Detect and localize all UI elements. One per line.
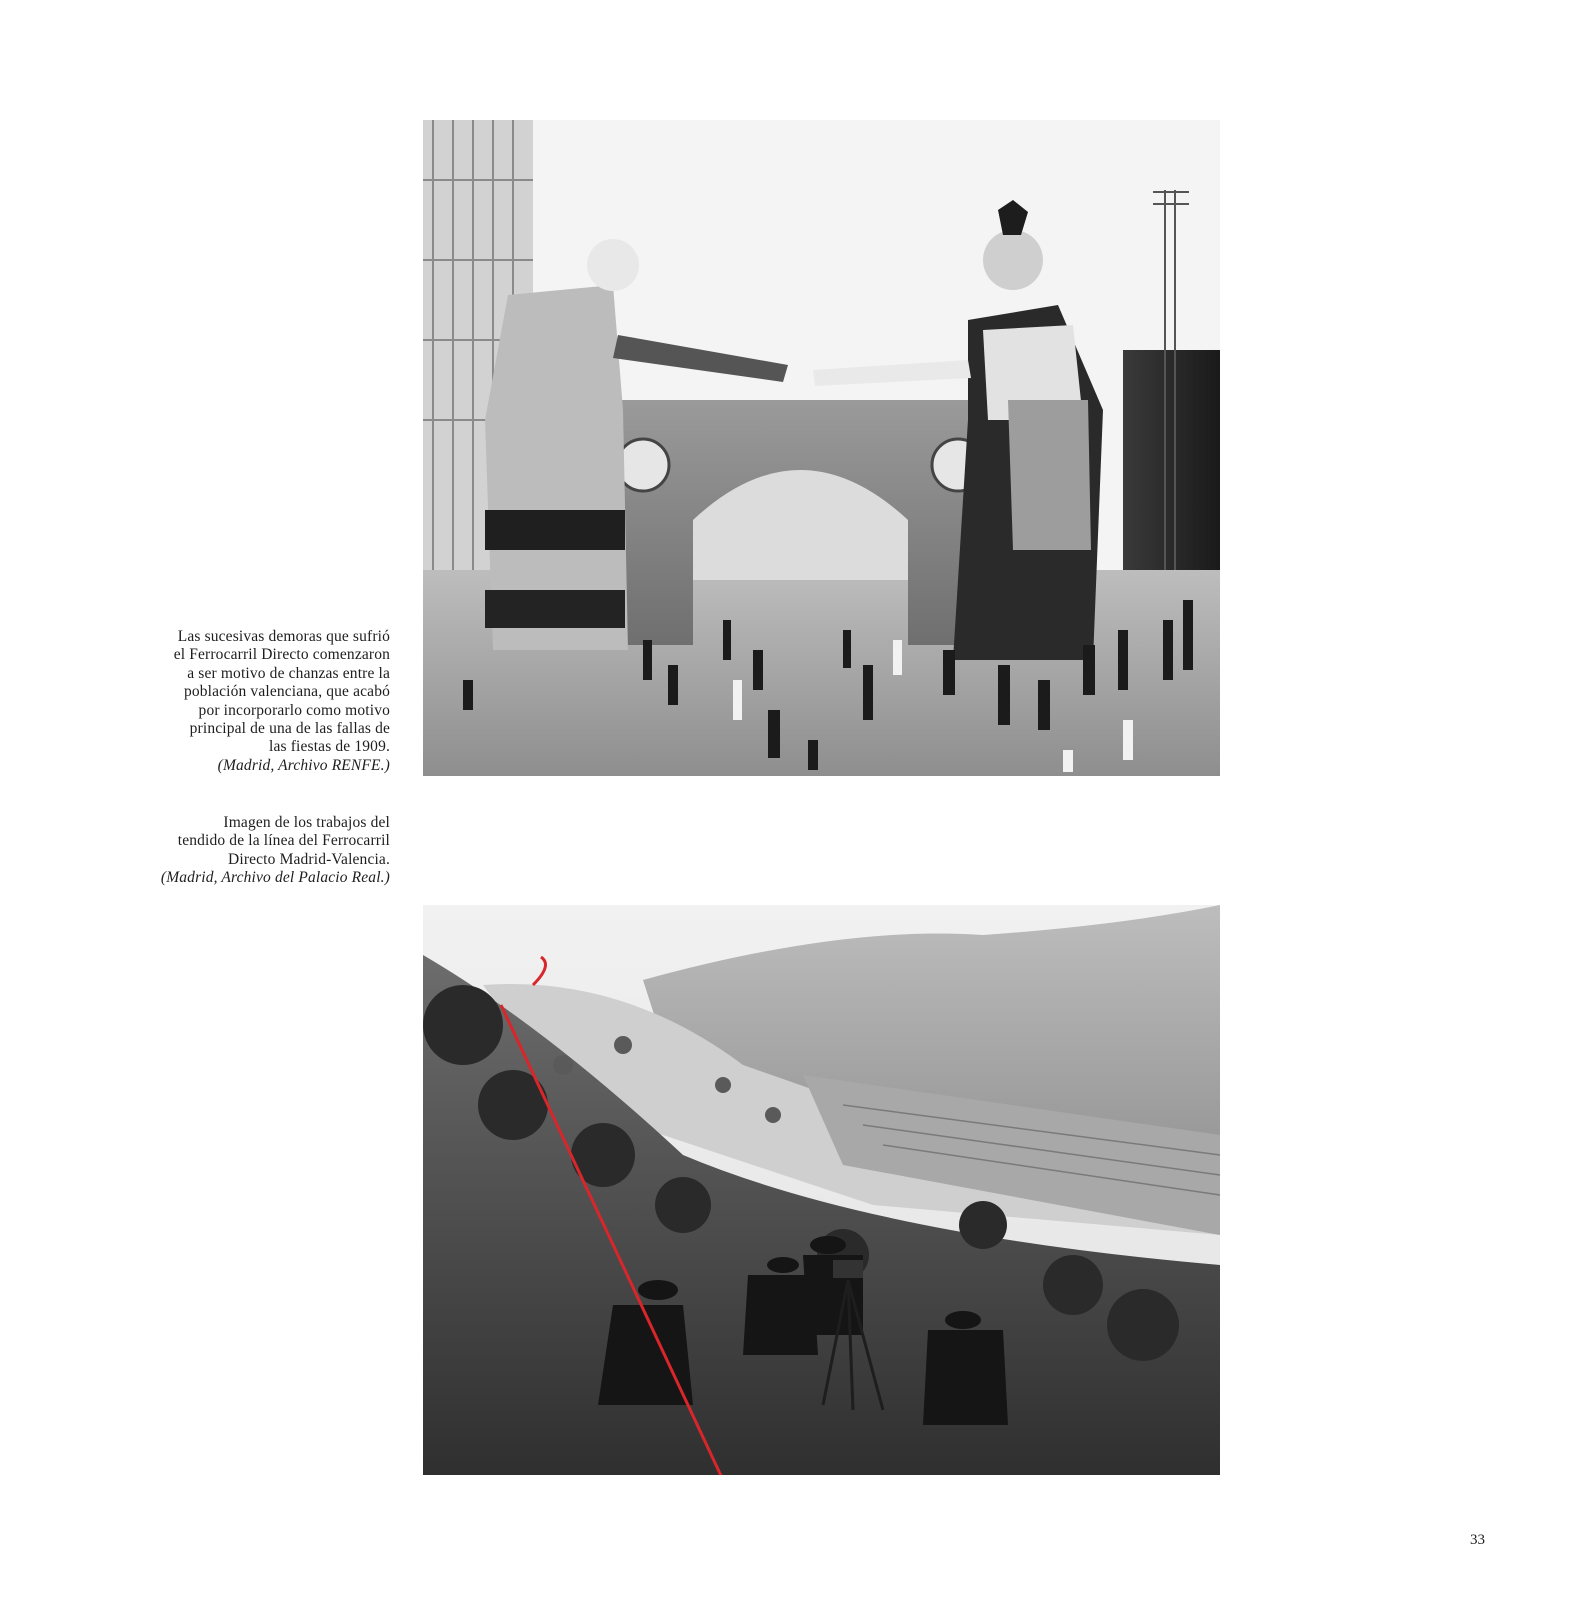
caption-line: tendido de la línea del Ferrocarril	[177, 832, 390, 850]
caption-falla-photo	[140, 628, 390, 775]
caption-line: Directo Madrid-Valencia.	[228, 850, 390, 868]
caption-line: Las sucesivas demoras que sufrió	[177, 628, 390, 645]
caption-line: las fiestas de 1909.	[269, 738, 390, 756]
page-number: 33	[1470, 1532, 1485, 1548]
caption-survey-photo	[140, 814, 390, 888]
caption-line: a ser motivo de chanzas entre la	[187, 664, 390, 682]
caption-source: (Madrid, Archivo RENFE.)	[217, 756, 390, 774]
railway-survey-photo	[423, 905, 1220, 1475]
caption-line: principal de una de las fallas de	[189, 720, 390, 738]
caption-line: Imagen de los trabajos del	[223, 814, 390, 831]
caption-source: (Madrid, Archivo del Palacio Real.)	[160, 869, 390, 887]
caption-line: población valenciana, que acabó	[183, 683, 390, 701]
caption-line: el Ferrocarril Directo comenzaron	[173, 646, 390, 664]
falla-arch-photo	[423, 120, 1220, 776]
caption-line: por incorporarlo como motivo	[198, 701, 390, 719]
